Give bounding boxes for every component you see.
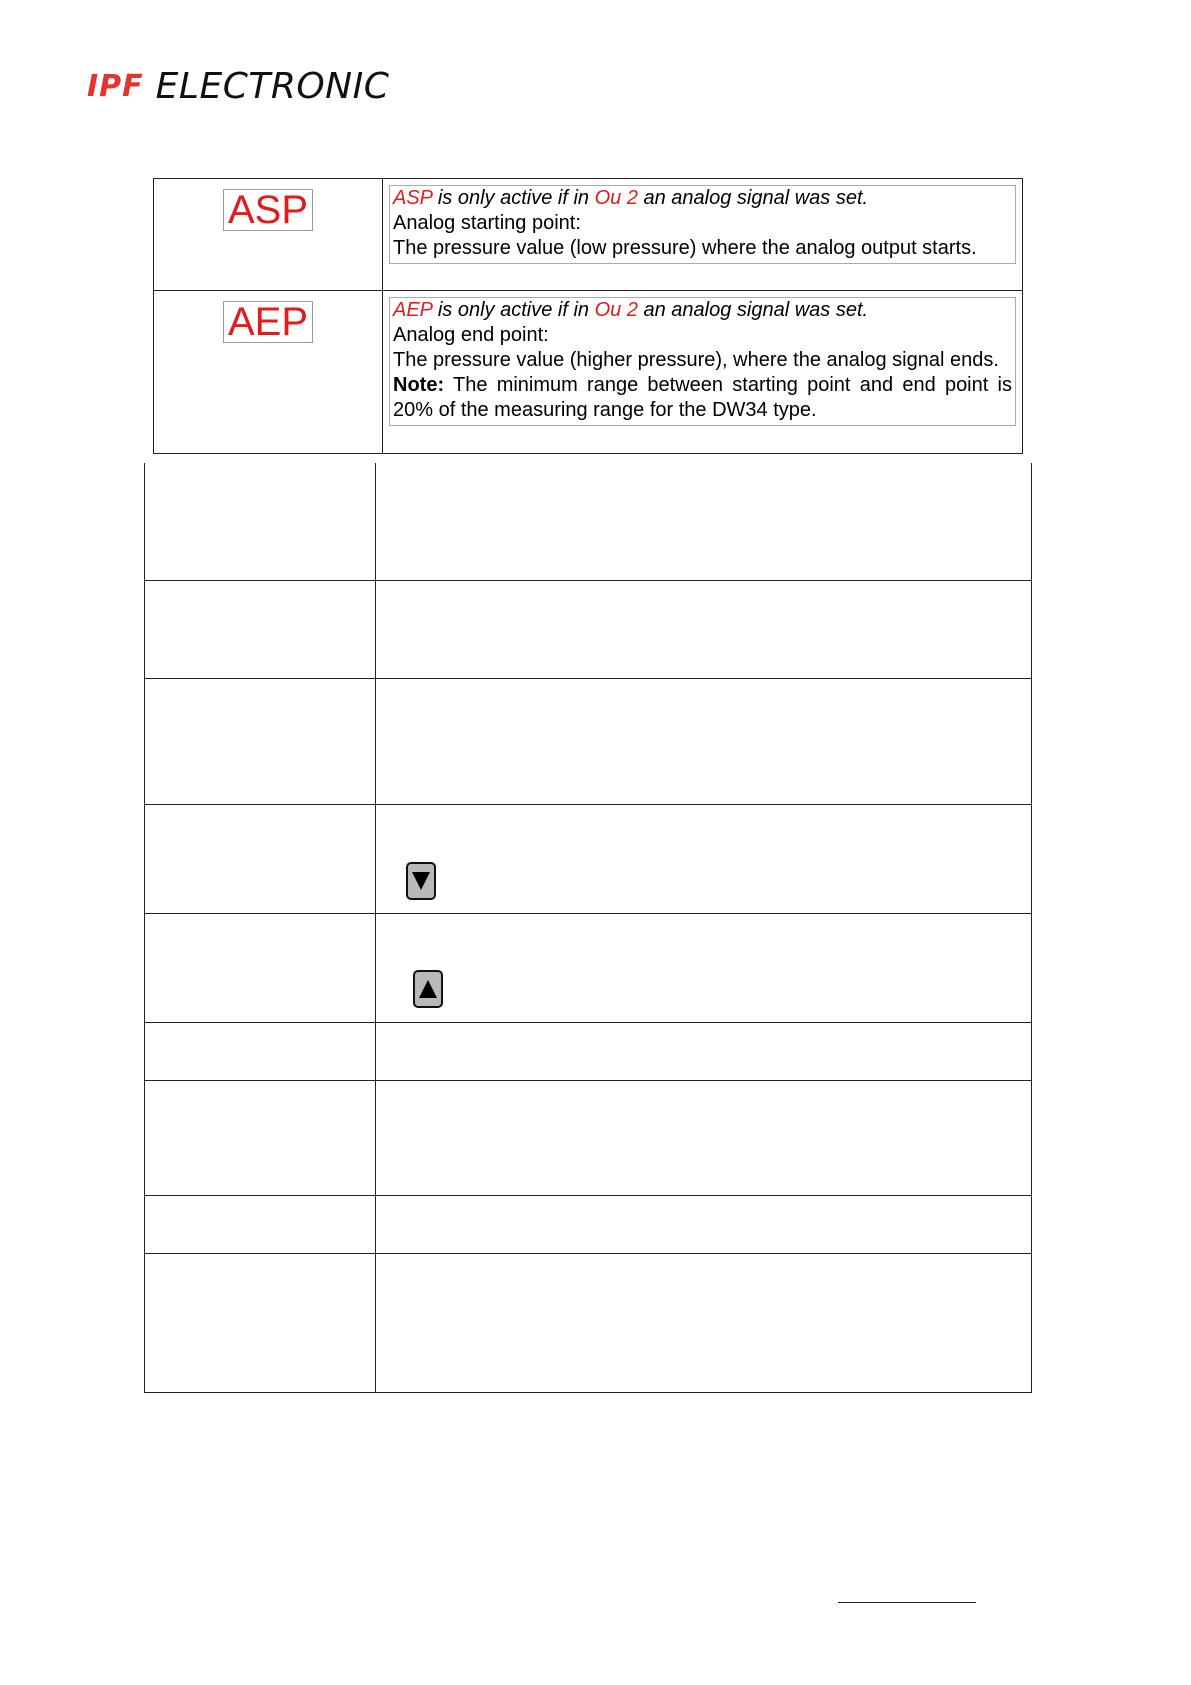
grid-row: [145, 1253, 1031, 1392]
parameter-text: The pressure value (low pressure) where the analog output starts.: [393, 237, 977, 259]
down-arrow-key-icon: [406, 862, 436, 900]
up-triangle-icon: [418, 978, 438, 1000]
grid-cell-description: [376, 1254, 1031, 1392]
grid-cell-code: [145, 1254, 376, 1392]
grid-row: [145, 804, 1031, 913]
availability-output: Ou 2: [594, 187, 638, 209]
company-logo: [87, 62, 389, 110]
grid-cell-code: [145, 1196, 376, 1253]
parameter-code-aep: AEP: [223, 301, 313, 343]
availability-line: [393, 186, 1012, 211]
grid-row: [145, 1195, 1031, 1253]
grid-row: [145, 678, 1031, 804]
grid-cell-code: [145, 679, 376, 804]
availability-code: AEP: [393, 299, 433, 321]
grid-row: [145, 913, 1031, 1022]
logo-word: ELECTRONIC: [155, 65, 390, 107]
parameter-title: Analog end point:: [393, 324, 549, 346]
availability-text: is only active if in: [432, 299, 595, 321]
grid-cell-description: [376, 805, 1031, 913]
grid-cell-code: [145, 914, 376, 1022]
grid-cell-code: [145, 1081, 376, 1195]
grid-cell-description: [376, 581, 1031, 678]
parameter-title: Analog starting point:: [393, 212, 581, 234]
note-text: The minimum range between starting point and end point is 20% of the measuring range for the DW34 type.: [393, 374, 1012, 421]
grid-row: [145, 1080, 1031, 1195]
parameter-row-aep: [154, 291, 1023, 454]
parameter-description-cell: [383, 291, 1023, 454]
parameter-text: The pressure value (higher pressure), where the analog signal ends.: [393, 349, 999, 371]
availability-output: Ou 2: [594, 299, 638, 321]
availability-code: ASP: [393, 187, 433, 209]
note-label: Note:: [393, 374, 445, 396]
parameter-description-cell: [383, 179, 1023, 291]
empty-parameter-grid: [144, 463, 1032, 1393]
down-triangle-icon: [411, 870, 431, 892]
grid-row: [145, 580, 1031, 678]
availability-line: [393, 298, 1012, 323]
availability-end: an analog signal was set.: [637, 187, 869, 209]
grid-cell-description: [376, 463, 1031, 580]
grid-cell-description: [376, 914, 1031, 1022]
grid-cell-code: [145, 463, 376, 580]
grid-cell-description: [376, 679, 1031, 804]
grid-row: [145, 463, 1031, 580]
parameter-table: [153, 178, 1023, 454]
parameter-code-asp: ASP: [223, 189, 313, 231]
grid-cell-code: [145, 805, 376, 913]
parameter-description-asp: [389, 185, 1016, 264]
grid-cell-description: [376, 1196, 1031, 1253]
parameter-note: [393, 373, 1012, 423]
grid-cell-code: [145, 1023, 376, 1080]
parameter-code-cell: [154, 291, 383, 454]
grid-cell-description: [376, 1081, 1031, 1195]
availability-text: is only active if in: [432, 187, 595, 209]
parameter-code-cell: [154, 179, 383, 291]
parameter-description-aep: [389, 297, 1016, 426]
grid-cell-description: [376, 1023, 1031, 1080]
availability-end: an analog signal was set.: [637, 299, 869, 321]
up-arrow-key-icon: [413, 970, 443, 1008]
grid-row: [145, 1022, 1031, 1080]
grid-cell-code: [145, 581, 376, 678]
footer-underline: [838, 1602, 976, 1603]
parameter-row-asp: [154, 179, 1023, 291]
logo-brand: IPF: [87, 68, 144, 104]
